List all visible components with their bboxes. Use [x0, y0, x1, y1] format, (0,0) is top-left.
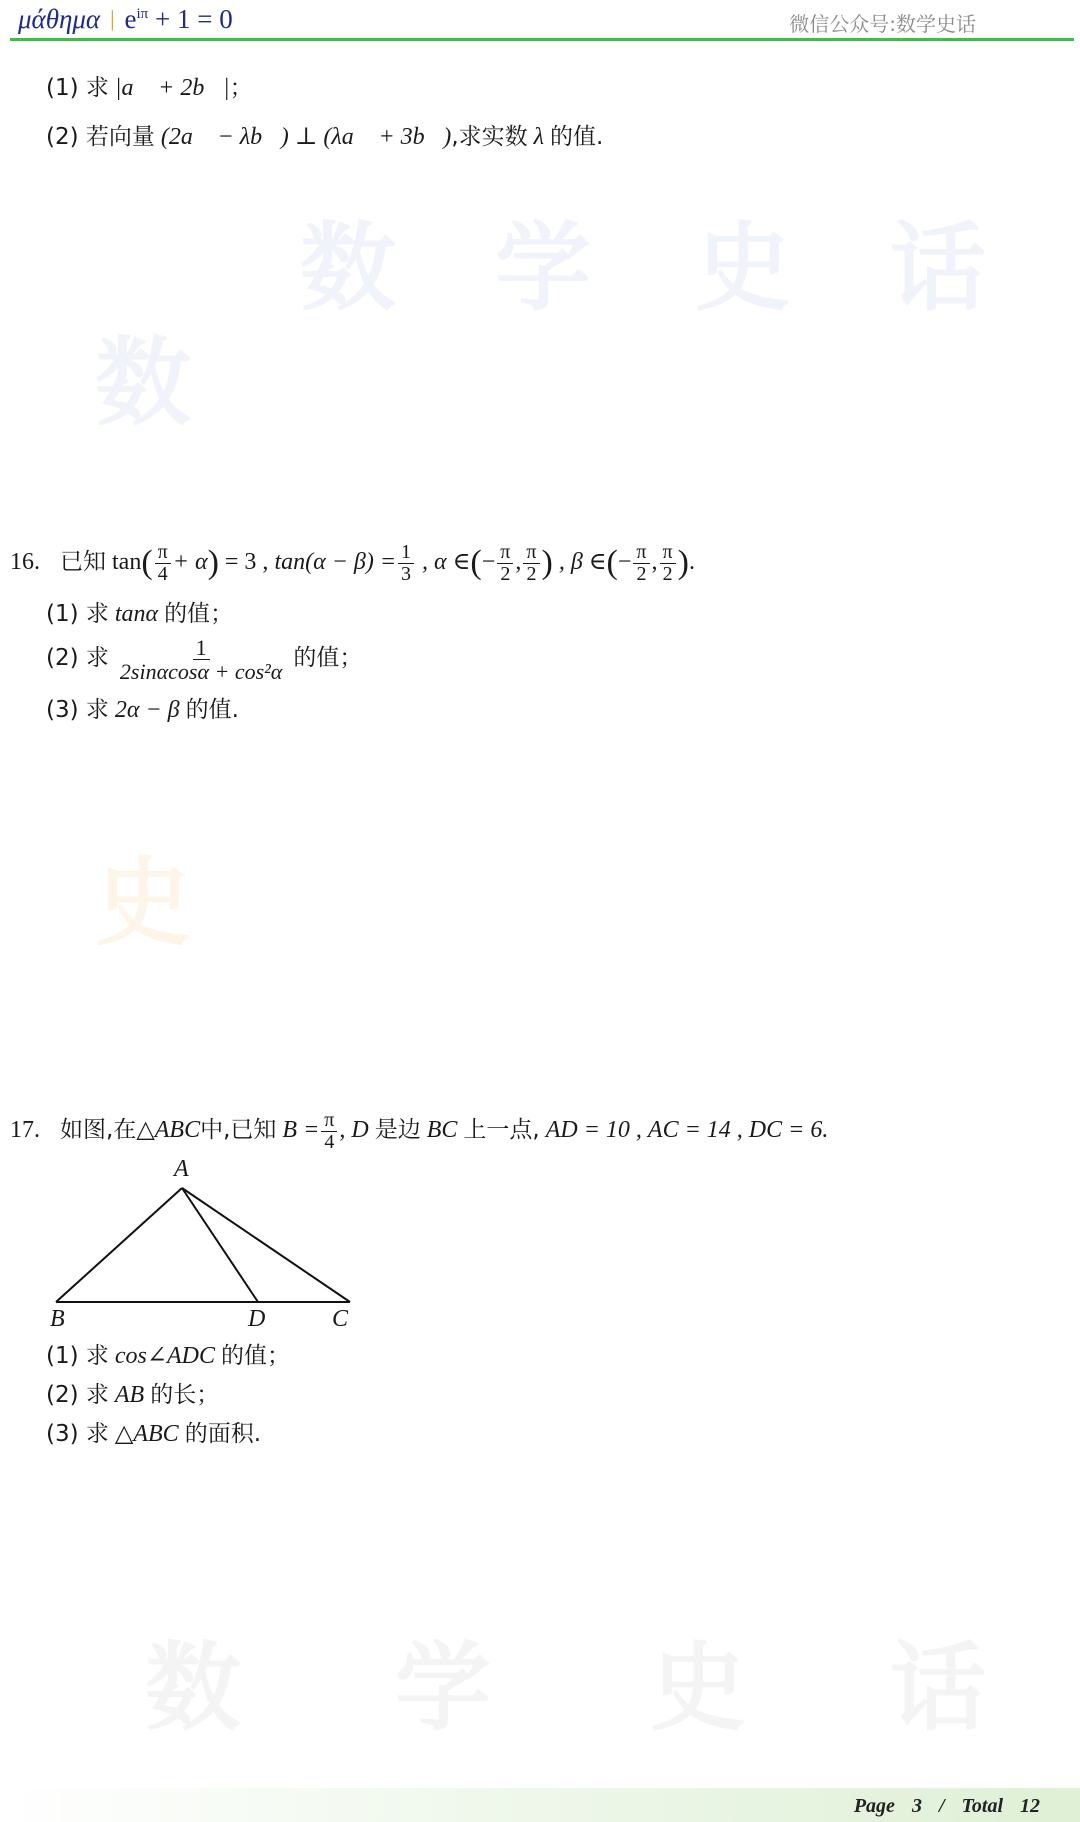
- right-paren: ): [677, 544, 689, 582]
- frac-denominator: 2: [636, 563, 647, 585]
- left-paren: (: [141, 544, 153, 582]
- q15-part1-end: ；: [229, 75, 253, 101]
- watermark-char: 史: [650, 1632, 746, 1744]
- page-header: [0, 0, 1080, 44]
- q16-part3-end: 的值.: [185, 697, 239, 723]
- q15-part2-lambda: λ: [533, 124, 545, 150]
- header-formula-base: e: [124, 4, 137, 34]
- q16-part2-label: (2) 求: [46, 645, 109, 672]
- frac-numerator: π: [497, 542, 513, 564]
- frac-denominator: 4: [324, 1131, 335, 1153]
- q16-intro: 已知: [60, 549, 106, 576]
- header-rule: [10, 38, 1074, 41]
- q17-intro: 如图,在: [60, 1117, 137, 1144]
- q17-bc: BC: [426, 1117, 458, 1144]
- q15-part1: [46, 74, 253, 103]
- total-number: 12: [1020, 1795, 1040, 1817]
- watermark-char: 数: [145, 1632, 241, 1744]
- q16-plus-alpha: + α: [172, 549, 208, 576]
- segment-ab: [56, 1188, 182, 1302]
- page-indicator: [854, 1795, 1040, 1818]
- q17-ac: AC = 14 ,: [647, 1117, 743, 1144]
- header-account: 微信公众号:数学史话: [789, 12, 976, 36]
- q17-part2-end: 的长；: [150, 1382, 220, 1408]
- q16-part1-label: (1) 求: [46, 601, 109, 627]
- frac-denominator: 4: [157, 563, 168, 585]
- q16-frac-pi-2: [633, 542, 649, 585]
- triangle-diagram: [40, 1160, 370, 1340]
- q17-part3-end: 的面积.: [184, 1421, 261, 1447]
- q16-part3: [46, 696, 239, 725]
- q16-part1-end: 的值；: [164, 601, 234, 627]
- q17-part3-expr: △ABC: [114, 1421, 179, 1447]
- q17-part1-label: (1) 求: [46, 1343, 109, 1369]
- q16-frac-pi-2: [523, 542, 539, 585]
- frac-denominator: 3: [401, 563, 412, 585]
- total-word: Total: [961, 1795, 1003, 1817]
- q17-dc: DC = 6.: [748, 1117, 829, 1144]
- comma: ,: [515, 549, 522, 576]
- frac-numerator: π: [155, 542, 171, 564]
- q17-stem: [10, 1110, 828, 1153]
- watermark-char: 数: [300, 212, 396, 324]
- q16-beta-in: , β ∈: [558, 549, 607, 576]
- q16-part3-label: (3) 求: [46, 697, 109, 723]
- q17-frac-pi-4: [321, 1110, 337, 1153]
- header-brand: [18, 4, 233, 35]
- frac-numerator: π: [633, 542, 649, 564]
- frac-denominator: 2: [526, 563, 537, 585]
- page-word: Page: [853, 1795, 895, 1817]
- q15-part2-expr2: (λa⃗ + 3b⃗): [323, 124, 452, 150]
- vertex-label-b: B: [50, 1306, 65, 1332]
- header-title: μάθημα: [18, 4, 101, 34]
- q17-part2-expr: AB: [114, 1382, 145, 1408]
- frac-numerator: π: [523, 542, 539, 564]
- frac-numerator: π: [321, 1110, 337, 1132]
- right-paren: ): [541, 544, 553, 582]
- q15-part1-label: (1) 求: [46, 75, 109, 101]
- watermark-char: 学: [395, 1632, 491, 1744]
- q15-part2-end: 的值.: [550, 124, 604, 150]
- q15-part2: [46, 123, 603, 152]
- q17-part2-label: (2) 求: [46, 1382, 109, 1408]
- perpendicular-symbol: ⊥: [294, 124, 318, 150]
- q17-part2: [46, 1381, 219, 1410]
- q16-eq3: = 3 ,: [224, 549, 269, 576]
- q16-frac-1-3: [398, 542, 414, 585]
- left-paren: (: [470, 544, 482, 582]
- segment-ac: [182, 1188, 350, 1302]
- vertex-label-a: A: [174, 1156, 189, 1182]
- q17-d-desc: 是边: [374, 1117, 421, 1144]
- q15-part2-expr1: (2a⃗ − λb⃗): [160, 124, 289, 150]
- q17-part3: [46, 1420, 261, 1449]
- q16-tan: tan: [112, 549, 142, 576]
- watermark-char: 史: [95, 847, 191, 959]
- frac-denominator: 2: [500, 563, 511, 585]
- q17-part1: [46, 1342, 290, 1371]
- left-paren: (: [606, 544, 618, 582]
- q16-frac-pi-4: [155, 542, 171, 585]
- q16-tan2: tan(α − β) =: [274, 549, 397, 576]
- q16-frac-pi-2: [497, 542, 513, 585]
- header-separator: |: [110, 6, 115, 31]
- q15-part1-expr: |a⃗ + 2b⃗|: [114, 75, 230, 101]
- q17-part1-expr: cos∠ADC: [114, 1343, 215, 1369]
- segment-ad: [182, 1188, 258, 1302]
- q16-part1-expr: tanα: [114, 601, 159, 627]
- q17-triangle: △ABC: [136, 1117, 201, 1144]
- vertex-label-d: D: [248, 1306, 266, 1332]
- period: .: [688, 549, 695, 576]
- q16-number: 16.: [10, 549, 40, 576]
- q17-mid: 中,已知: [200, 1117, 277, 1144]
- q16-part2-frac: [117, 636, 285, 683]
- header-formula-rest: + 1 = 0: [155, 4, 233, 34]
- q17-d-desc2: 上一点,: [463, 1117, 540, 1144]
- q17-ad: AD = 10 ,: [545, 1117, 642, 1144]
- frac-denominator: 2: [662, 563, 673, 585]
- watermark-char: 话: [890, 212, 986, 324]
- comma: ,: [651, 549, 658, 576]
- q17-part1-end: 的值；: [221, 1343, 290, 1369]
- minus-sign: −: [617, 549, 632, 576]
- q16-stem: [10, 542, 695, 585]
- page-slash: /: [938, 1795, 945, 1817]
- q17-b-eq: B =: [282, 1117, 320, 1144]
- right-paren: ): [207, 544, 219, 582]
- watermark-char: 数: [95, 327, 191, 439]
- frac-numerator: 1: [193, 636, 210, 660]
- q16-part2-end: 的值；: [293, 645, 363, 672]
- q16-part2: [46, 636, 362, 683]
- vertex-label-c: C: [332, 1306, 349, 1332]
- watermark-char: 史: [695, 212, 791, 324]
- q16-frac-pi-2: [660, 542, 676, 585]
- q17-part3-label: (3) 求: [46, 1421, 109, 1447]
- watermark-char: 学: [495, 212, 591, 324]
- frac-numerator: 1: [398, 542, 414, 564]
- q16-part1: [46, 600, 233, 629]
- minus-sign: −: [481, 549, 496, 576]
- q16-part3-expr: 2α − β: [114, 697, 180, 723]
- q17-d: , D: [339, 1117, 369, 1144]
- page-number: 3: [911, 1795, 922, 1817]
- q16-alpha-in: , α ∈: [422, 549, 471, 576]
- q17-number: 17.: [10, 1117, 40, 1144]
- header-formula-exp: iπ: [136, 6, 149, 22]
- frac-denominator: 2sinαcosα + cos²α: [119, 659, 283, 685]
- frac-numerator: π: [660, 542, 676, 564]
- q15-part2-label: (2) 若向量: [46, 124, 155, 150]
- triangle-figure: [40, 1156, 370, 1340]
- q15-part2-tail: ,求实数: [451, 124, 528, 150]
- watermark-char: 话: [890, 1632, 986, 1744]
